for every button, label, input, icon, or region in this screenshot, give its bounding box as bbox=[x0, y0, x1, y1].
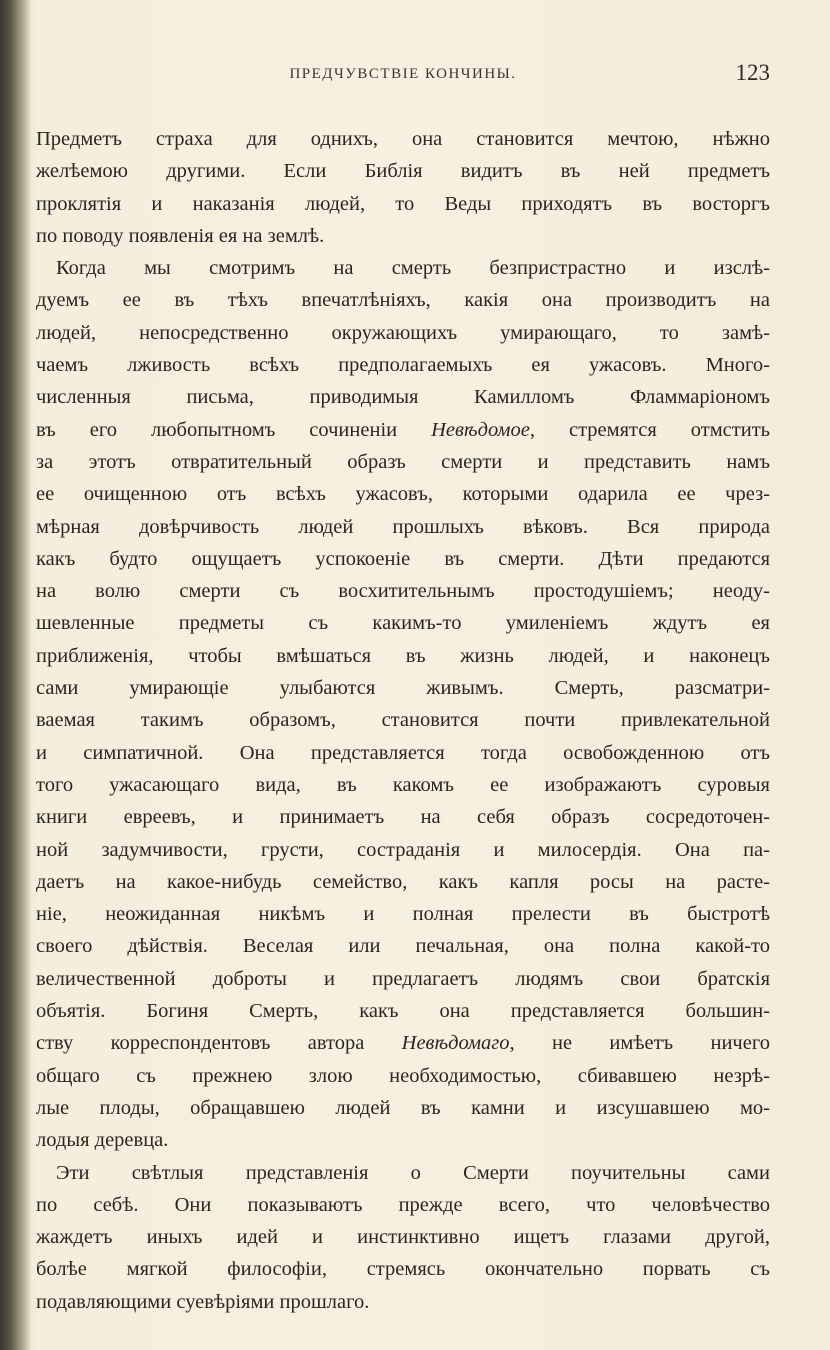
text-line: лодыя деревца. bbox=[36, 1129, 169, 1152]
book-gutter bbox=[0, 0, 26, 1350]
running-title: ПРЕДЧУВСТВІЕ КОНЧИНЫ. bbox=[289, 66, 517, 82]
italic-book-title: Невѣдомое bbox=[431, 418, 530, 441]
text-line: по поводу появленія ея на землѣ. bbox=[36, 224, 325, 247]
body-text bbox=[36, 123, 770, 1318]
italic-book-title: Невѣдомаго bbox=[401, 1032, 510, 1055]
text-segment: ству корреспондентовъ автора bbox=[36, 1032, 402, 1055]
text-line: сами умирающіе улыбаются живымъ. Смерть, разсматри- bbox=[36, 677, 770, 700]
text-line: дуемъ ее въ тѣхъ впечатлѣніяхъ, какія она производитъ на bbox=[36, 289, 770, 312]
text-line: объятія. Богиня Смерть, какъ она представляется большин- bbox=[36, 1000, 770, 1023]
text-line: своего дѣйствія. Веселая или печальная, она полна какой-то bbox=[36, 935, 770, 958]
text-line: желѣемою другими. Если Библія видитъ въ ней предметъ bbox=[36, 160, 770, 183]
text-line: чаемъ лживость всѣхъ предполагаемыхъ ея ужасовъ. Много- bbox=[36, 354, 770, 377]
text-line: ее очищенною отъ всѣхъ ужасовъ, которыми одарила ее чрез- bbox=[36, 483, 770, 506]
text-line: и симпатичной. Она представляется тогда освобожденною отъ bbox=[36, 741, 770, 764]
text-line: ніе, неожиданная никѣмъ и полная прелести въ быстротѣ bbox=[36, 903, 770, 926]
text-segment: , стремятся отмстить bbox=[529, 418, 770, 441]
page-header bbox=[36, 60, 770, 90]
text-line: ной задумчивости, грусти, состраданія и милосердія. Она па- bbox=[36, 838, 770, 861]
text-line bbox=[36, 1027, 770, 1059]
text-segment: въ его любопытномъ сочиненіи bbox=[36, 418, 432, 441]
text-line: книги евреевъ, и принимаетъ на себя образъ сосредоточен- bbox=[36, 806, 770, 829]
text-line: за этотъ отвратительный образъ смерти и представить намъ bbox=[36, 450, 770, 473]
text-line: Предметъ страха для однихъ, она становится мечтою, нѣжно bbox=[36, 128, 770, 150]
gutter-shadow bbox=[26, 0, 32, 1350]
page-number: 123 bbox=[735, 60, 770, 85]
text-line bbox=[36, 414, 770, 446]
text-line: шевленные предметы съ какимъ-то умиленіемъ ждутъ ея bbox=[36, 612, 770, 635]
text-segment: , не имѣетъ ничего bbox=[509, 1032, 770, 1055]
text-line: даетъ на какое-нибудь семейство, какъ капля росы на расте- bbox=[36, 870, 770, 893]
text-line: того ужасающаго вида, въ какомъ ее изображаютъ суровыя bbox=[36, 773, 770, 796]
text-line: людей, непосредственно окружающихъ умирающаго, то замѣ- bbox=[36, 321, 770, 344]
text-line: приближенія, чтобы вмѣшаться въ жизнь людей, и наконецъ bbox=[36, 644, 770, 667]
text-line: мѣрная довѣрчивость людей прошлыхъ вѣковъ. Вся природа bbox=[36, 515, 770, 538]
text-line: болѣе мягкой философіи, стремясь окончательно порвать съ bbox=[36, 1258, 770, 1281]
text-line: жаждетъ иныхъ идей и инстинктивно ищетъ глазами другой, bbox=[36, 1226, 770, 1249]
text-line: какъ будто ощущаетъ успокоеніе въ смерти. Дѣти предаются bbox=[36, 547, 770, 570]
text-line: подавляющими суевѣріями прошлаго. bbox=[36, 1290, 370, 1313]
text-line: проклятія и наказанія людей, то Веды приходятъ въ восторгъ bbox=[36, 192, 770, 215]
text-line: величественной доброты и предлагаетъ людямъ свои братскія bbox=[36, 967, 770, 990]
text-line: ваемая такимъ образомъ, становится почти привлекательной bbox=[36, 709, 770, 732]
text-line: лые плоды, обращавшею людей въ камни и изсушавшею мо- bbox=[36, 1096, 770, 1119]
text-line: общаго съ прежнею злою необходимостью, сбивавшею незрѣ- bbox=[36, 1064, 770, 1087]
text-line: на волю смерти съ восхитительнымъ простодушіемъ; неоду- bbox=[36, 580, 770, 603]
text-line: Эти свѣтлыя представленія о Смерти поучительны сами bbox=[56, 1161, 770, 1184]
text-line: численныя письма, приводимыя Камилломъ Фламмаріономъ bbox=[36, 386, 770, 409]
text-line: по себѣ. Они показываютъ прежде всего, что человѣчество bbox=[36, 1193, 770, 1216]
text-line: Когда мы смотримъ на смерть безпристрастно и изслѣ- bbox=[56, 257, 770, 280]
